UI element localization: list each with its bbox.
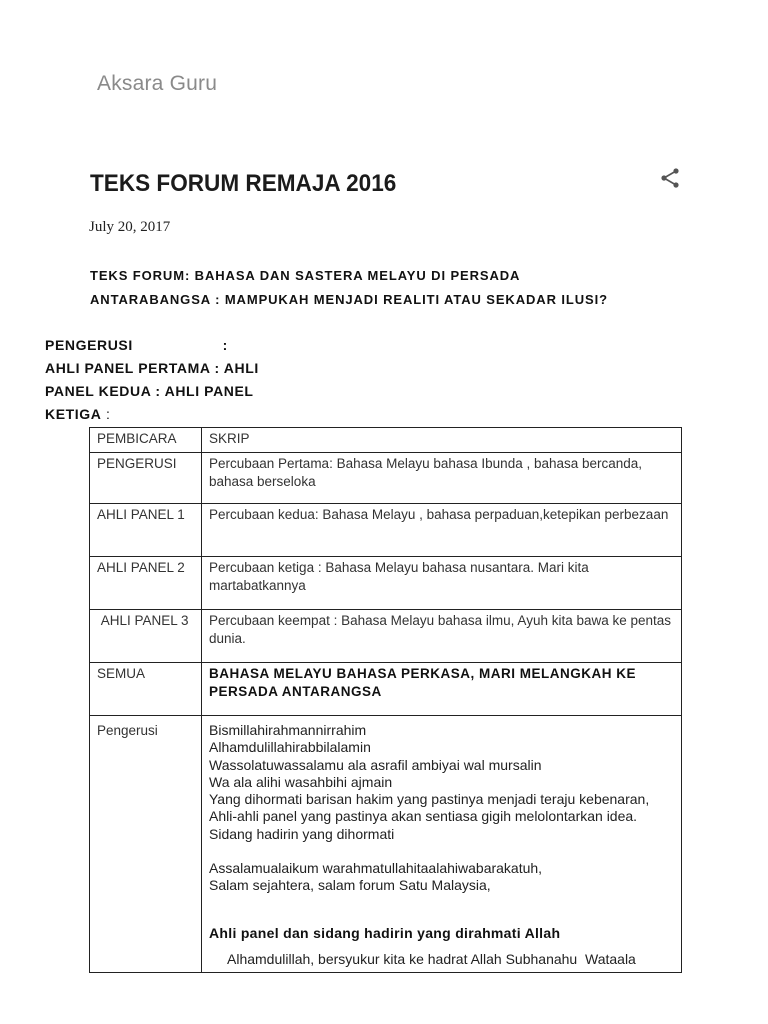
roles-list [45, 334, 285, 426]
table-row [90, 557, 682, 610]
speaker-cell: PENGERUSI [90, 453, 202, 504]
script-cell: Percubaan Pertama: Bahasa Melayu bahasa Ibunda , bahasa bercanda, bahasa berseloka [202, 453, 682, 504]
column-header-speaker: PEMBICARA [90, 428, 202, 453]
roles-line-colon: : [101, 406, 111, 422]
script-cell: Percubaan keempat : Bahasa Melayu bahasa ilmu, Ayuh kita bawa ke pentas dunia. [202, 610, 682, 663]
speaker-cell: Pengerusi [90, 716, 202, 973]
share-icon [658, 166, 682, 190]
script-line: Alhamdulillahirabbilalamin [209, 739, 371, 756]
roles-line: PENGERUSI : [45, 337, 228, 353]
speaker-cell: AHLI PANEL 3 [90, 610, 202, 663]
script-cell: Percubaan kedua: Bahasa Melayu , bahasa perpaduan,ketepikan perbezaan [202, 504, 682, 557]
forum-heading [90, 264, 690, 312]
roles-line: AHLI PANEL PERTAMA : AHLI [45, 360, 259, 376]
script-line: Wa ala alihi wasahbihi ajmain [209, 773, 393, 790]
table-row [90, 610, 682, 663]
forum-heading-line1: TEKS FORUM: BAHASA DAN SASTERA MELAYU DI PERSADA [90, 268, 521, 283]
post-title: TEKS FORUM REMAJA 2016 [90, 170, 397, 197]
forum-script-table [89, 427, 682, 973]
script-cell: BAHASA MELAYU BAHASA PERKASA, MARI MELANGKAH KE PERSADA ANTARANGSA [202, 663, 682, 716]
script-line: Ahli-ahli panel yang pastinya akan sentiasa gigih melolontarkan idea. [209, 808, 638, 825]
forum-heading-line2: ANTARABANGSA : MAMPUKAH MENJADI REALITI ATAU SEKADAR ILUSI? [90, 292, 608, 307]
script-line: Sidang hadirin yang dihormati [209, 825, 395, 842]
table-header-row [90, 428, 682, 453]
column-header-script: SKRIP [202, 428, 682, 453]
script-line: Yang dihormati barisan hakim yang pastinya menjadi teraju kebenaran, [209, 791, 650, 808]
share-button[interactable] [658, 166, 682, 190]
blog-name[interactable]: Aksara Guru [97, 72, 218, 95]
script-cell: Percubaan ketiga : Bahasa Melayu bahasa nusantara. Mari kita martabatkannya [202, 557, 682, 610]
greeting-line: Assalamualaikum warahmatullahitaalahiwabarakatuh, [209, 860, 543, 877]
roles-line-text: KETIGA [45, 406, 102, 422]
script-line: Bismillahirahmannirrahim [209, 722, 367, 738]
post-date[interactable]: July 20, 2017 [89, 219, 171, 235]
bold-script-line: Ahli panel dan sidang hadirin yang dirahmati Allah [209, 924, 561, 941]
speaker-cell: AHLI PANEL 1 [90, 504, 202, 557]
table-row [90, 663, 682, 716]
roles-line: PANEL KEDUA : AHLI PANEL [45, 383, 254, 399]
table-row [90, 453, 682, 504]
roles-line [45, 403, 285, 426]
table-row [90, 716, 682, 973]
speaker-cell: AHLI PANEL 2 [90, 557, 202, 610]
speaker-cell: SEMUA [90, 663, 202, 716]
greeting-line: Salam sejahtera, salam forum Satu Malaysia, [209, 877, 491, 894]
indented-script-line: Alhamdulillah, bersyukur kita ke hadrat Allah Subhanahu Wataala [227, 950, 636, 967]
table-row [90, 504, 682, 557]
script-line: Wassolatuwassalamu ala asrafil ambiyai wal mursalin [209, 756, 542, 773]
script-cell [202, 716, 682, 973]
